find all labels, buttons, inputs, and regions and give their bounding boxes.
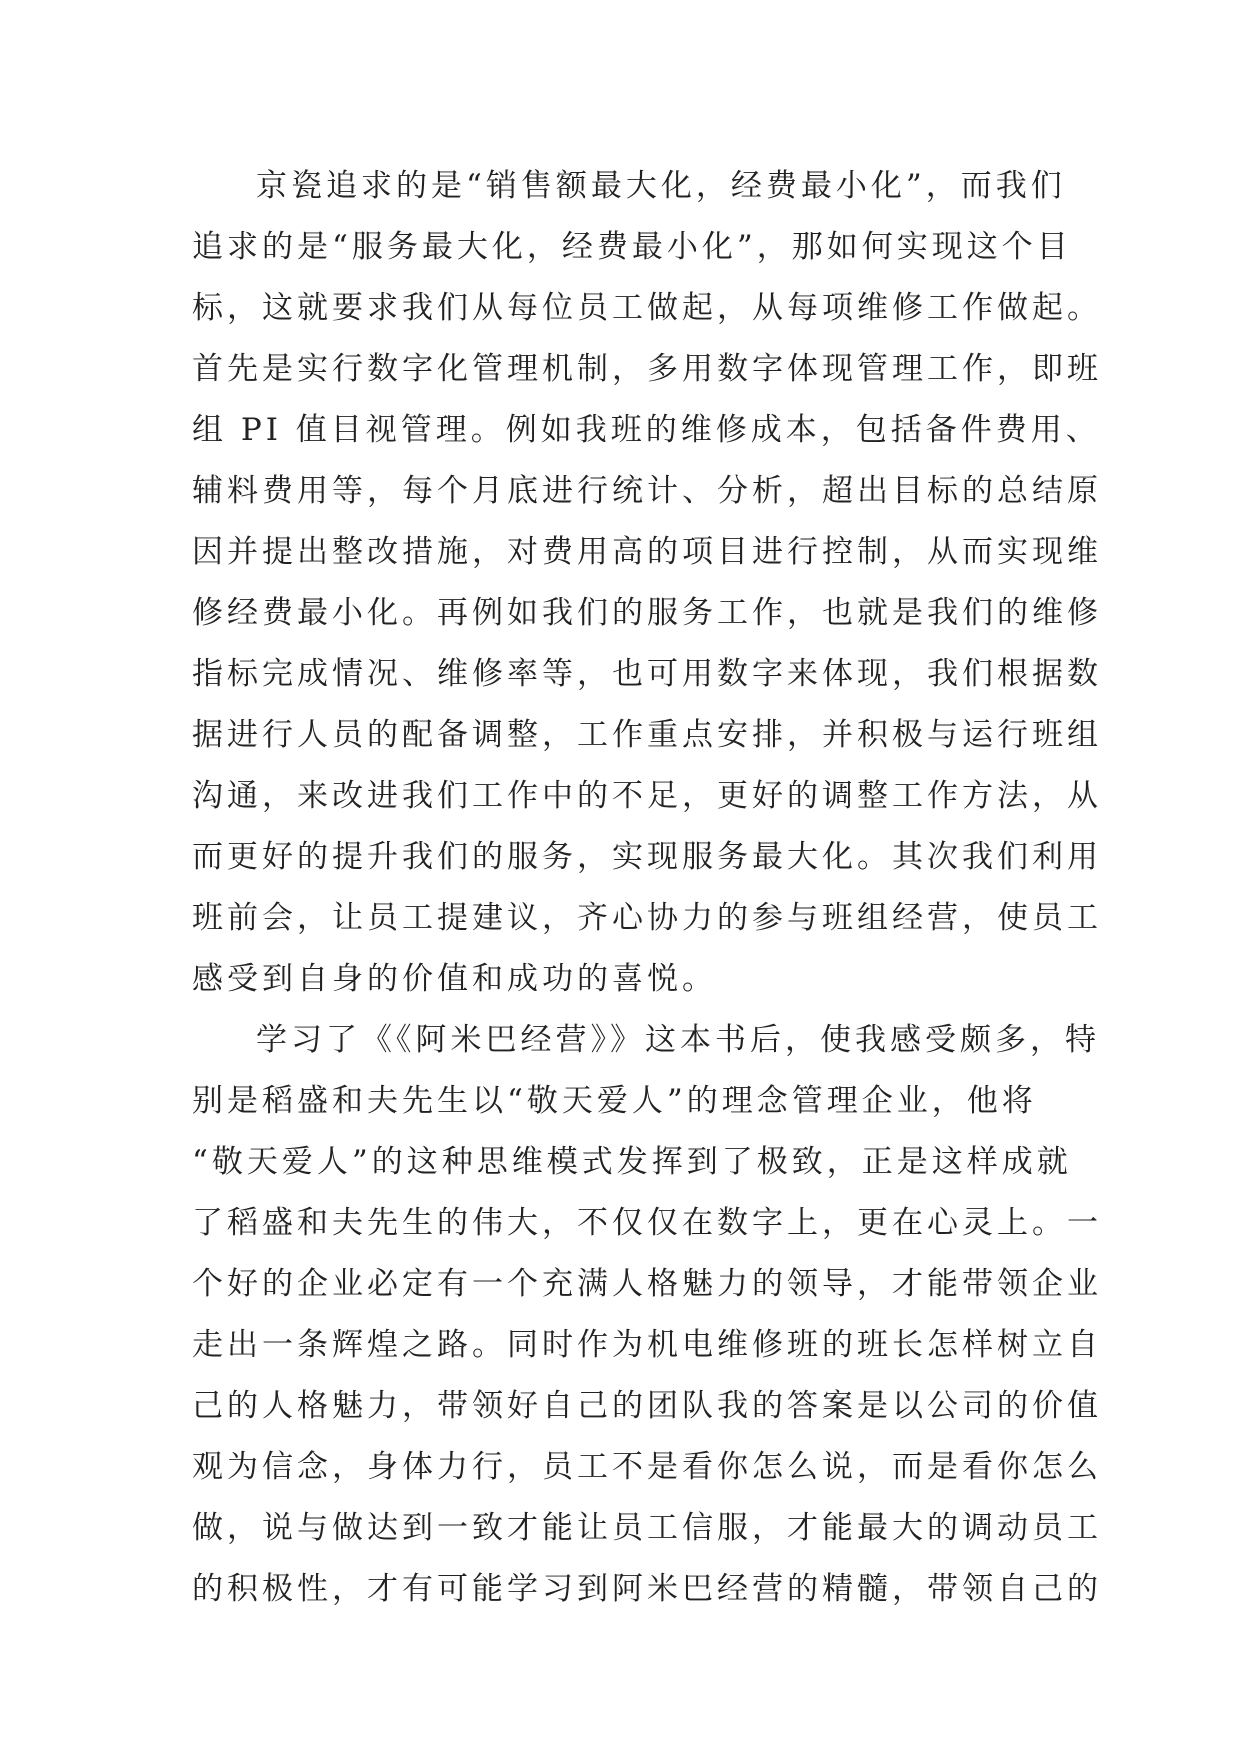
text-line: 了稻盛和夫先生的伟大，不仅仅在数字上，更在心灵上。一 bbox=[192, 1205, 1102, 1241]
text-line: 京瓷追求的是“销售额最大化，经费最小化”，而我们 bbox=[256, 168, 1066, 204]
text-line: 首先是实行数字化管理机制，多用数字体现管理工作，即班 bbox=[192, 351, 1102, 387]
text-line: 修经费最小化。再例如我们的服务工作，也就是我们的维修 bbox=[192, 595, 1102, 631]
text-line: “敬天爱人”的这种思维模式发挥到了极致，正是这样成就 bbox=[192, 1144, 1072, 1180]
text-line: 因并提出整改措施，对费用高的项目进行控制，从而实现维 bbox=[192, 534, 1102, 570]
text-line: 标，这就要求我们从每位员工做起，从每项维修工作做起。 bbox=[192, 290, 1102, 326]
text-line: 追求的是“服务最大化，经费最小化”，那如何实现这个目 bbox=[192, 229, 1072, 265]
text-line: 走出一条辉煌之路。同时作为机电维修班的班长怎样树立自 bbox=[192, 1327, 1102, 1363]
paragraph-1 bbox=[192, 156, 1102, 1010]
text-line: 学习了《《阿米巴经营》》这本书后，使我感受颇多，特 bbox=[256, 1022, 1100, 1058]
text-line: 己的人格魅力，带领好自己的团队我的答案是以公司的价值 bbox=[192, 1388, 1102, 1424]
text-line: 做，说与做达到一致才能让员工信服，才能最大的调动员工 bbox=[192, 1510, 1102, 1546]
text-line: 组 PI 值目视管理。例如我班的维修成本，包括备件费用、 bbox=[192, 412, 1101, 448]
text-line: 指标完成情况、维修率等，也可用数字来体现，我们根据数 bbox=[192, 656, 1102, 692]
text-line: 辅料费用等，每个月底进行统计、分析，超出目标的总结原 bbox=[192, 473, 1102, 509]
text-line: 别是稻盛和夫先生以“敬天爱人”的理念管理企业，他将 bbox=[192, 1083, 1037, 1119]
text-line: 的积极性，才有可能学习到阿米巴经营的精髓，带领自己的 bbox=[192, 1571, 1102, 1607]
text-line: 班前会，让员工提建议，齐心协力的参与班组经营，使员工 bbox=[192, 900, 1102, 936]
text-line: 个好的企业必定有一个充满人格魅力的领导，才能带领企业 bbox=[192, 1266, 1102, 1302]
text-line: 观为信念，身体力行，员工不是看你怎么说，而是看你怎么 bbox=[192, 1449, 1102, 1485]
text-line: 沟通，来改进我们工作中的不足，更好的调整工作方法，从 bbox=[192, 778, 1102, 814]
text-line: 而更好的提升我们的服务，实现服务最大化。其次我们利用 bbox=[192, 839, 1102, 875]
body-text bbox=[192, 156, 1102, 1620]
text-line: 据进行人员的配备调整，工作重点安排，并积极与运行班组 bbox=[192, 717, 1102, 753]
text-line: 感受到自身的价值和成功的喜悦。 bbox=[192, 961, 717, 997]
paragraph-2 bbox=[192, 1010, 1102, 1620]
